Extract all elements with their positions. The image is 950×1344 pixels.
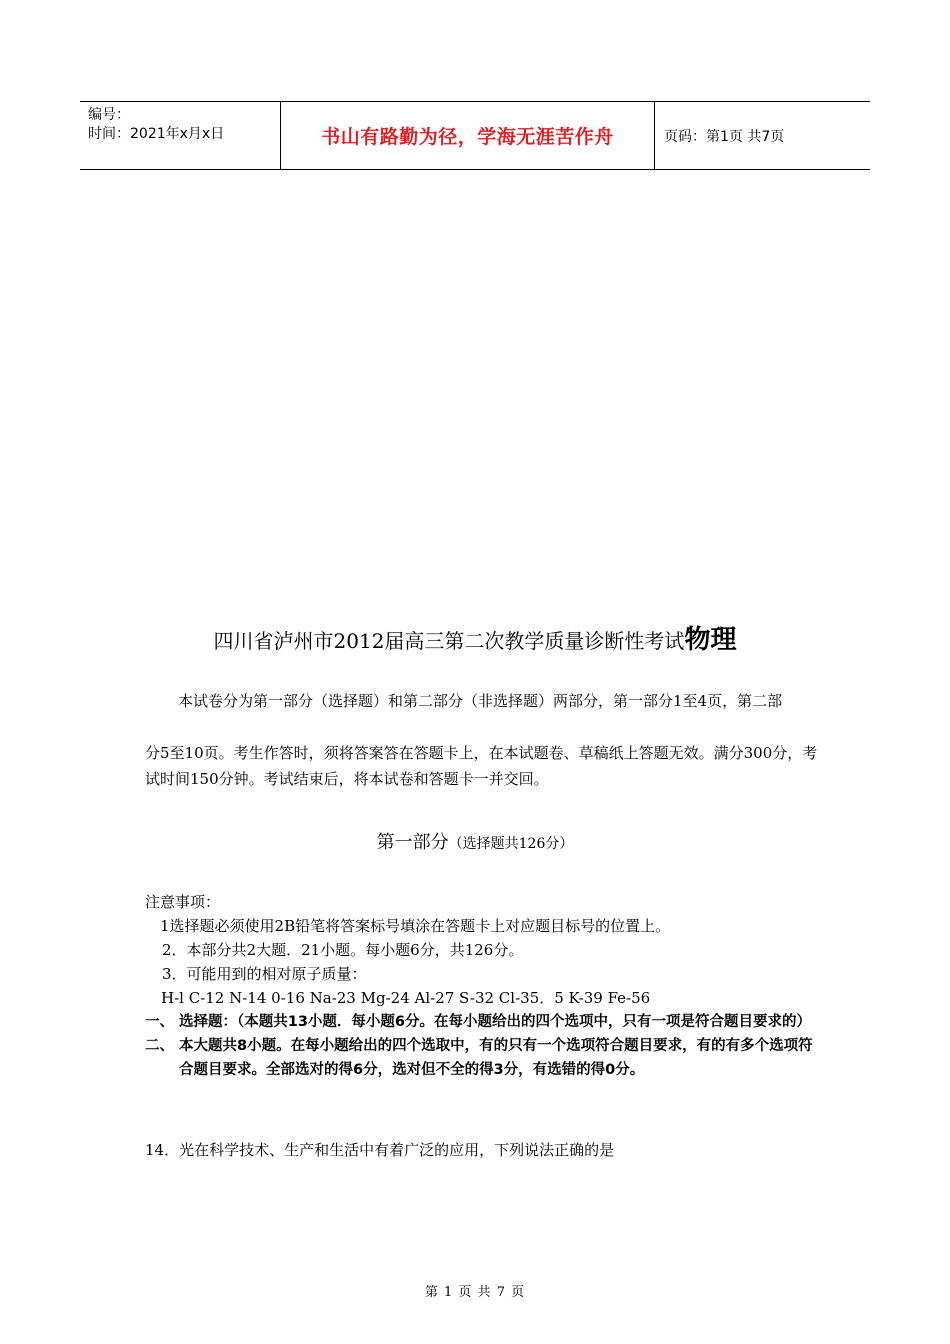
page-info-text: 页码：第1页 共7页: [664, 128, 785, 145]
note-1: 1选择题必须使用2B铅笔将答案标号填涂在答题卡上对应题目标号的位置上。: [160, 917, 671, 935]
document-title: [0, 622, 950, 659]
page-footer: 第 1 页 共 7 页: [424, 1285, 526, 1300]
notes-heading: 注意事项：: [145, 893, 221, 911]
header-meta: [80, 102, 281, 169]
section-title: [0, 828, 950, 854]
note-2: 2．本部分共2大题．21小题。每小题6分，共126分。: [162, 941, 524, 959]
intro-line1: 本试卷分为第一部分（选择题）和第二部分（非选择题）两部分，第一部分1至4页，第二部: [178, 692, 783, 710]
motto-text: 书山有路勤为径，学海无涯苦作舟: [321, 126, 614, 148]
date-label: 时间：2021年x月x日: [88, 126, 225, 142]
section-note: （选择题共126分）: [448, 836, 574, 852]
title-main: 四川省泸州市2012届高三第二次教学质量诊断性考试: [213, 629, 685, 653]
header-page-info: [655, 102, 870, 169]
intro-rest: 分5至10页。考生作答时，须将答案答在答题卡上，在本试题卷、草稿纸上答题无效。满分300分，考试时间150分钟。考试结束后，将本试卷和答题卡一并交回。: [145, 744, 818, 788]
part-1-number: 一、: [145, 1014, 174, 1030]
note-3: 3．可能用到的相对原子质量：: [162, 965, 367, 983]
notes-block: [145, 890, 825, 1082]
header-table: [80, 101, 870, 170]
part-2-heading: [145, 1034, 825, 1082]
header-motto-cell: [281, 102, 655, 169]
atomic-masses: H-l C-12 N-14 0-16 Na-23 Mg-24 Al-27 S-32 Cl-35．5 K-39 Fe-56: [161, 989, 651, 1007]
part-2-number: 二、: [145, 1038, 174, 1054]
part-2-text: 本大题共8小题。在每小题给出的四个选取中，有的只有一个选项符合题目要求，有的有多个选项符合题目要求。全部选对的得6分，选对但不全的得3分，有选错的得0分。: [179, 1038, 813, 1078]
title-subject: 物理: [684, 625, 737, 655]
part-1-text: 选择题：（本题共13小题．每小题6分。在每小题给出的四个选项中，只有一项是符合题目要求的）: [179, 1014, 812, 1030]
question-14: 14．光在科学技术、生产和生活中有着广泛的应用，下列说法正确的是: [145, 1141, 615, 1159]
part-1-heading: [145, 1010, 825, 1034]
serial-label: 编号：: [88, 107, 130, 123]
section-title-main: 第一部分: [376, 832, 449, 853]
